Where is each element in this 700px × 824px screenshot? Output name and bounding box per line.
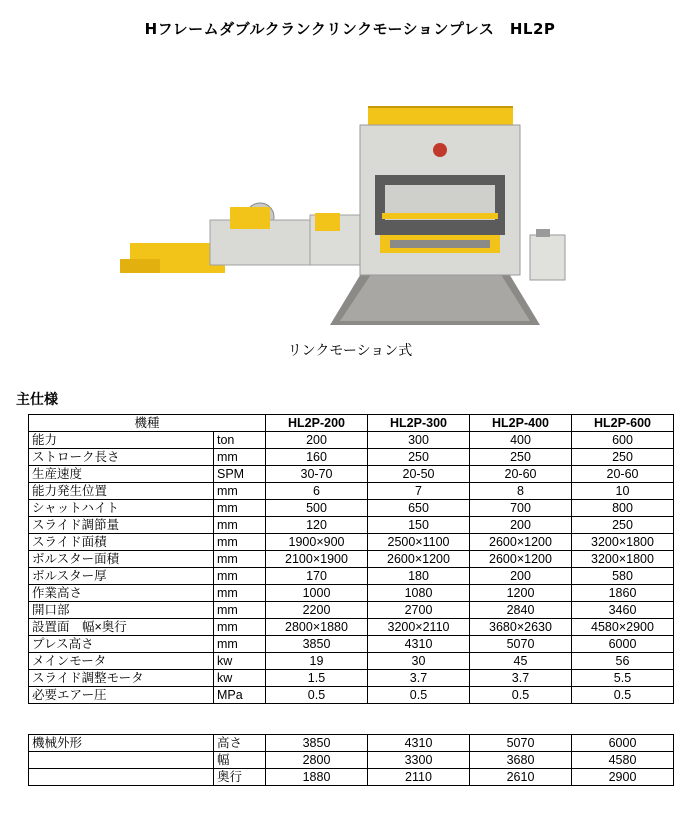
row-value: 1860 [572,585,674,602]
header-item-label: 機種 [29,415,266,432]
table-row [29,517,674,534]
row-unit: mm [214,636,266,653]
table-row [29,483,674,500]
row-value: 400 [470,432,572,449]
row-value: 120 [266,517,368,534]
row-value: 250 [572,449,674,466]
row-value: 2200 [266,602,368,619]
row-item-label: 生産速度 [29,466,214,483]
dims-value: 3680 [470,752,572,769]
dims-value: 2900 [572,769,674,786]
row-unit: mm [214,517,266,534]
row-value: 19 [266,653,368,670]
row-value: 2600×1200 [470,551,572,568]
row-value: 20-60 [572,466,674,483]
row-unit: mm [214,602,266,619]
control-cabinet [530,235,565,280]
row-value: 650 [368,500,470,517]
table-row [29,568,674,585]
row-item-label: 必要エアー圧 [29,687,214,704]
header-model: HL2P-600 [572,415,674,432]
row-value: 2800×1880 [266,619,368,636]
row-value: 3.7 [368,670,470,687]
row-value: 3680×2630 [470,619,572,636]
row-value: 1200 [470,585,572,602]
row-value: 3.7 [470,670,572,687]
dims-unit: 幅 [214,752,266,769]
dims-value: 5070 [470,735,572,752]
row-value: 600 [572,432,674,449]
row-value: 180 [368,568,470,585]
row-value: 2840 [470,602,572,619]
row-value: 0.5 [470,687,572,704]
row-item-label: シャットハイト [29,500,214,517]
row-value: 250 [470,449,572,466]
table-row [29,769,674,786]
dims-unit: 高さ [214,735,266,752]
row-value: 2500×1100 [368,534,470,551]
row-unit: mm [214,551,266,568]
row-unit: mm [214,483,266,500]
dims-value: 3300 [368,752,470,769]
row-value: 0.5 [572,687,674,704]
row-value: 6000 [572,636,674,653]
row-value: 0.5 [368,687,470,704]
row-item-label: ストローク長さ [29,449,214,466]
row-value: 500 [266,500,368,517]
row-value: 45 [470,653,572,670]
row-item-label: ボルスター厚 [29,568,214,585]
row-value: 250 [368,449,470,466]
row-unit: mm [214,500,266,517]
row-unit: mm [214,568,266,585]
page-title: Hフレームダブルクランクリンクモーションプレス HL2P [144,20,556,38]
dims-label-empty [29,752,214,769]
table-row [29,752,674,769]
row-value: 160 [266,449,368,466]
row-unit: mm [214,585,266,602]
row-value: 8 [470,483,572,500]
row-value: 5070 [470,636,572,653]
dims-value: 3850 [266,735,368,752]
row-item-label: メインモータ [29,653,214,670]
row-value: 10 [572,483,674,500]
section-heading: 主仕様 [16,392,58,408]
row-unit: ton [214,432,266,449]
row-item-label: 作業高さ [29,585,214,602]
row-unit: MPa [214,687,266,704]
table-row [29,670,674,687]
row-item-label: プレス高さ [29,636,214,653]
dims-label: 機械外形 [29,735,214,752]
dims-value: 2110 [368,769,470,786]
row-value: 150 [368,517,470,534]
row-value: 3200×1800 [572,534,674,551]
dims-value: 4580 [572,752,674,769]
row-item-label: スライド調整モータ [29,670,214,687]
row-value: 250 [572,517,674,534]
dims-label-empty [29,769,214,786]
row-value: 7 [368,483,470,500]
row-value: 2700 [368,602,470,619]
row-value: 300 [368,432,470,449]
row-value: 2600×1200 [368,551,470,568]
row-value: 3200×1800 [572,551,674,568]
table-row [29,602,674,619]
row-item-label: ボルスター面積 [29,551,214,568]
row-value: 1.5 [266,670,368,687]
row-item-label: スライド調節量 [29,517,214,534]
table-row [29,653,674,670]
table-row [29,534,674,551]
row-value: 56 [572,653,674,670]
row-value: 200 [470,568,572,585]
row-value: 200 [470,517,572,534]
table-row [29,466,674,483]
row-value: 4580×2900 [572,619,674,636]
table-row [29,636,674,653]
row-value: 1000 [266,585,368,602]
table-row [29,432,674,449]
dims-value: 6000 [572,735,674,752]
table-row [29,687,674,704]
row-value: 200 [266,432,368,449]
row-value: 4310 [368,636,470,653]
dims-table [28,734,674,786]
row-value: 20-60 [470,466,572,483]
row-value: 170 [266,568,368,585]
dims-value: 2800 [266,752,368,769]
spec-header-row [29,415,674,432]
row-value: 30 [368,653,470,670]
row-value: 0.5 [266,687,368,704]
table-row [29,585,674,602]
table-row [29,500,674,517]
dims-value: 1880 [266,769,368,786]
row-value: 2600×1200 [470,534,572,551]
logo-emblem [433,143,447,157]
row-value: 1080 [368,585,470,602]
table-row [29,735,674,752]
row-unit: kw [214,653,266,670]
dims-unit: 奥行 [214,769,266,786]
header-model: HL2P-300 [368,415,470,432]
press-machine-photo [110,95,590,333]
row-item-label: 開口部 [29,602,214,619]
row-value: 20-50 [368,466,470,483]
row-value: 580 [572,568,674,585]
row-item-label: スライド面積 [29,534,214,551]
row-value: 1900×900 [266,534,368,551]
dims-value: 4310 [368,735,470,752]
row-unit: mm [214,619,266,636]
table-row [29,619,674,636]
table-row [29,449,674,466]
row-value: 5.5 [572,670,674,687]
row-item-label: 能力発生位置 [29,483,214,500]
header-model: HL2P-400 [470,415,572,432]
row-item-label: 能力 [29,432,214,449]
header-model: HL2P-200 [266,415,368,432]
row-unit: SPM [214,466,266,483]
row-value: 3460 [572,602,674,619]
row-value: 3200×2110 [368,619,470,636]
row-unit: mm [214,449,266,466]
photo-caption: リンクモーション式 [287,343,413,359]
row-value: 6 [266,483,368,500]
row-value: 3850 [266,636,368,653]
row-value: 30-70 [266,466,368,483]
row-unit: mm [214,534,266,551]
dims-value: 2610 [470,769,572,786]
spec-table [28,414,674,704]
table-row [29,551,674,568]
row-value: 2100×1900 [266,551,368,568]
row-item-label: 設置面 幅×奥行 [29,619,214,636]
row-value: 700 [470,500,572,517]
row-value: 800 [572,500,674,517]
row-unit: kw [214,670,266,687]
